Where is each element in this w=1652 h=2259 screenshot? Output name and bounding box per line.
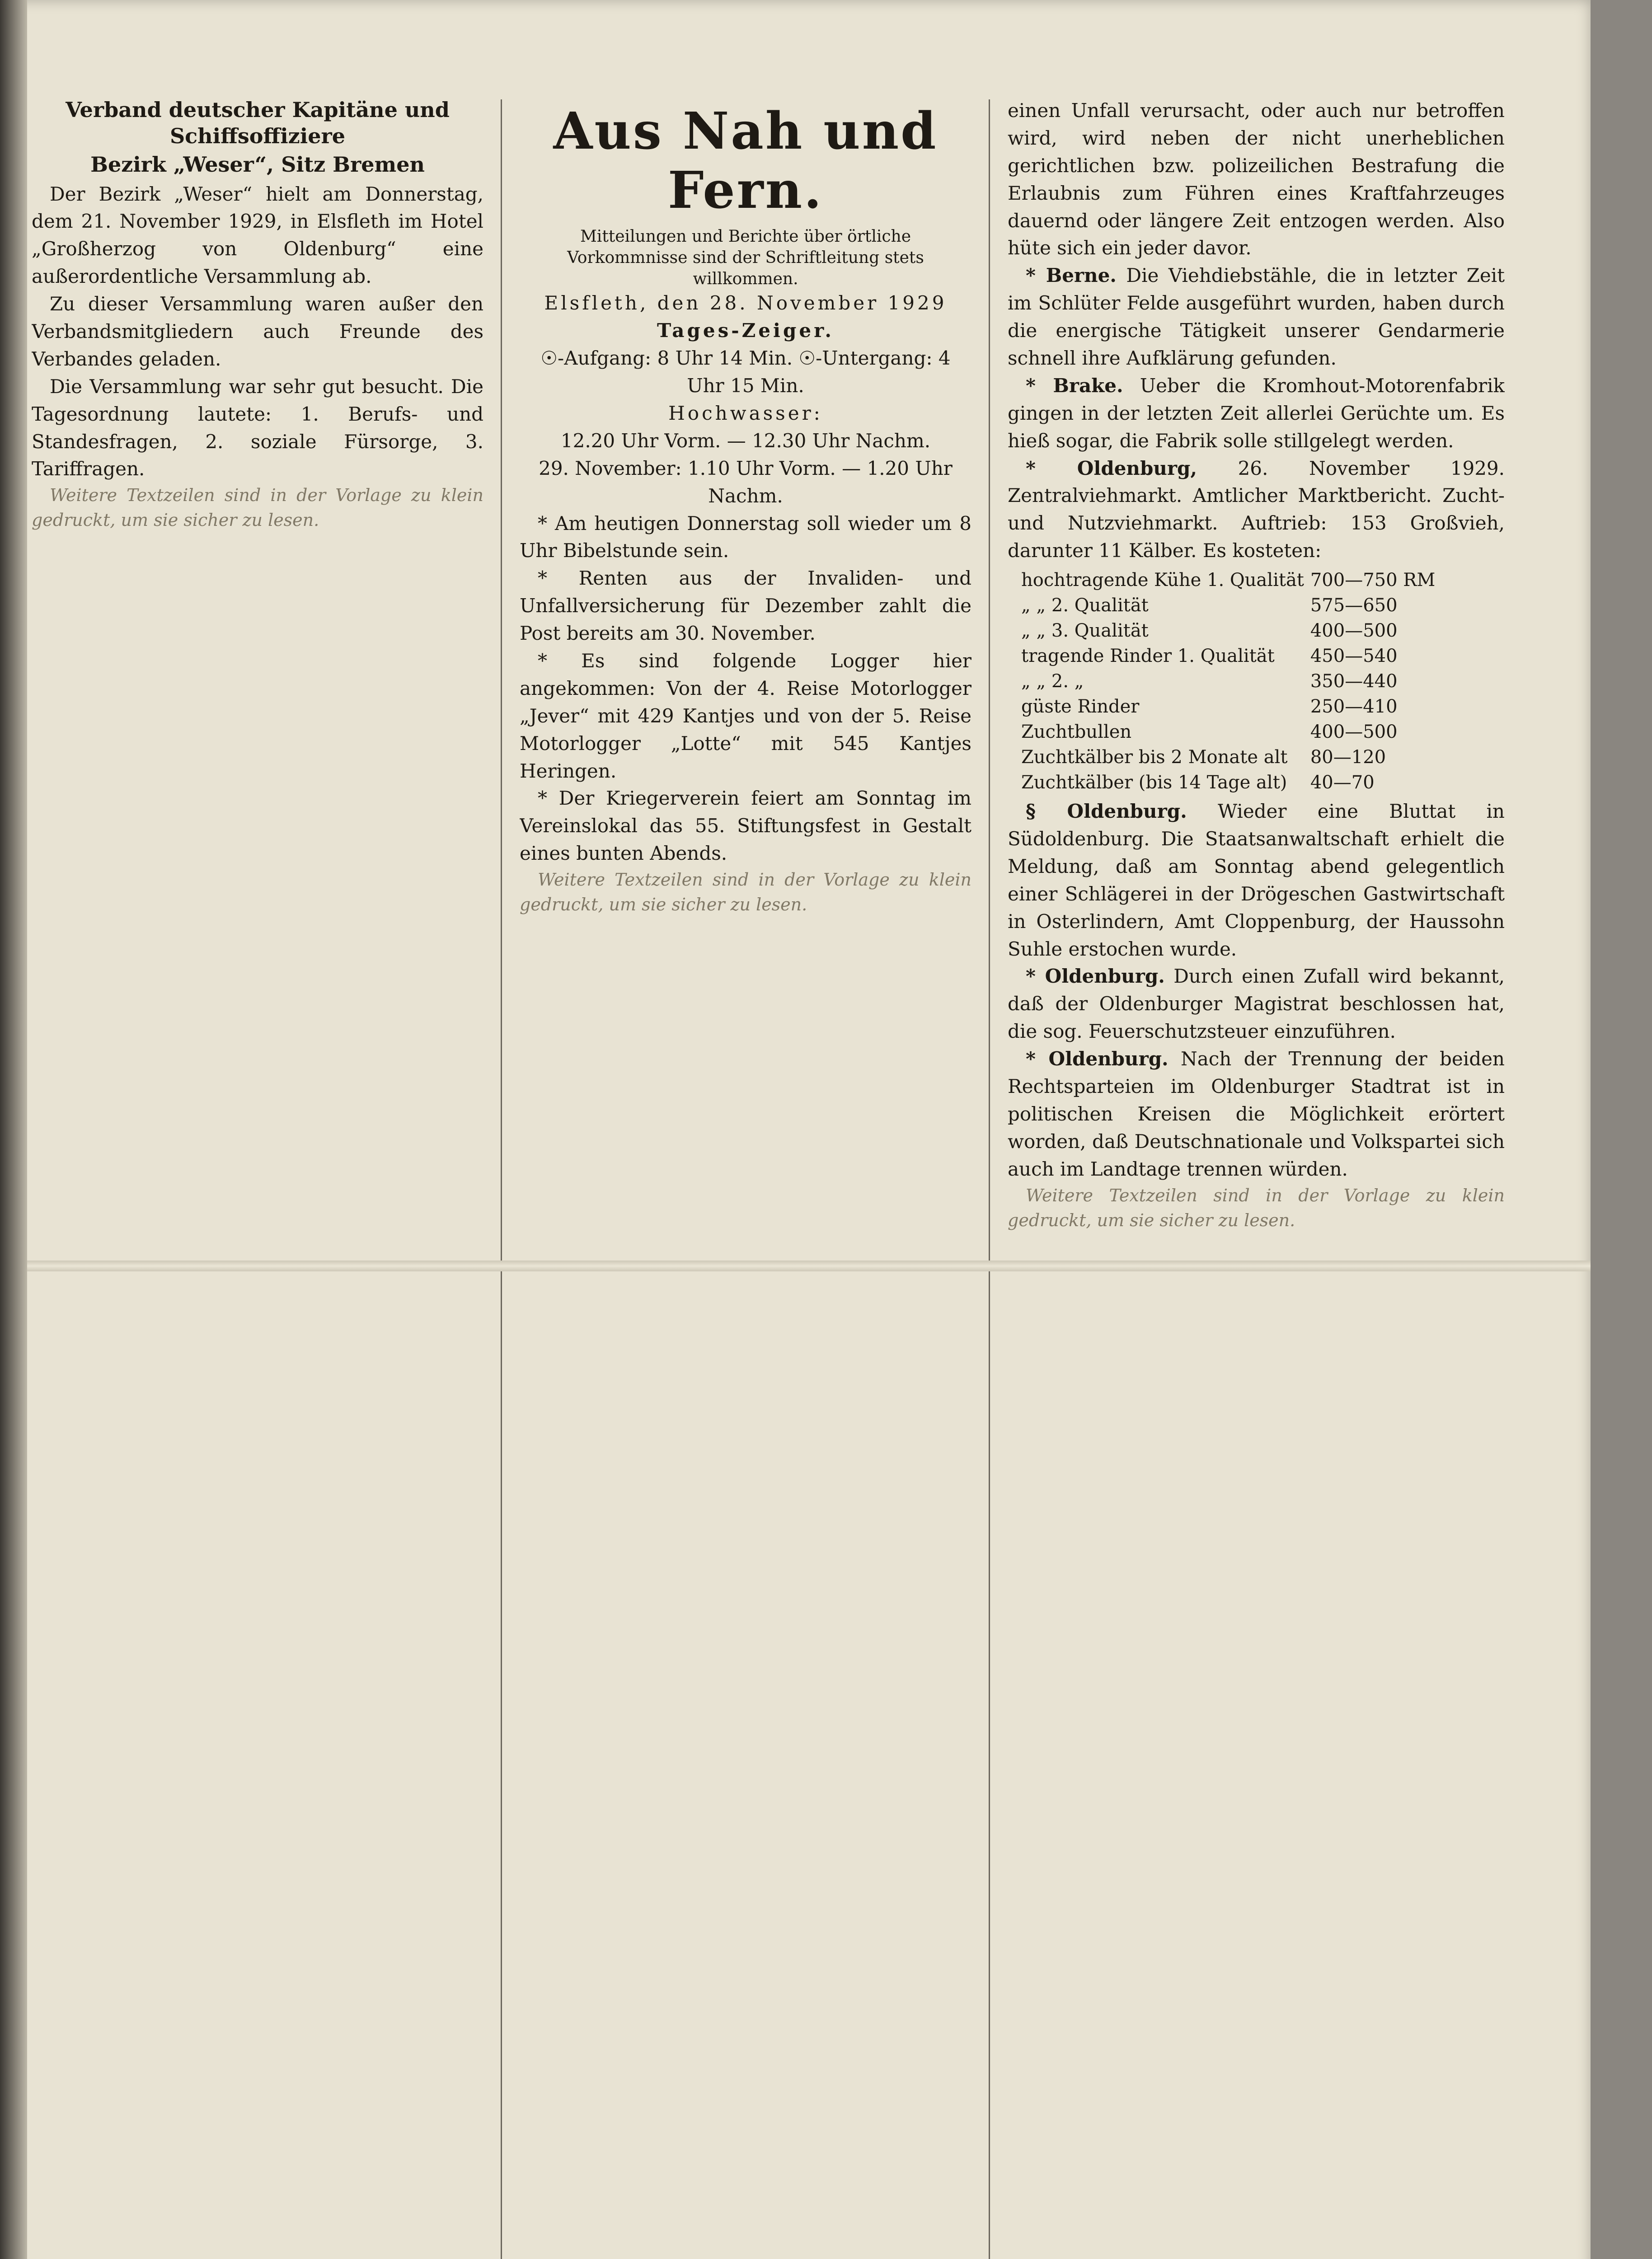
column-rule (501, 99, 502, 2259)
column-rule (989, 99, 990, 2259)
place-lead: * Berne. (1026, 264, 1117, 287)
price-table (1021, 567, 1441, 795)
tide-heading: Hochwasser: (668, 402, 823, 424)
price-label: hochtragende Kühe 1. Qualität (1021, 570, 1304, 591)
price-label: „ „ 2. Qualität (1021, 595, 1149, 616)
news-item-oldenburg (1008, 963, 1505, 1045)
article-subtitle: Bezirk „Weser“, Sitz Bremen (90, 152, 425, 177)
price-label: Zuchtkälber bis 2 Monate alt (1021, 747, 1288, 768)
place-lead: * Brake. (1026, 374, 1123, 397)
price-row (1021, 567, 1441, 593)
price-row (1021, 770, 1441, 795)
price-value: 40—70 (1310, 772, 1375, 793)
price-label: Zuchtkälber (bis 14 Tage alt) (1021, 772, 1287, 793)
dateline: Elsfleth, den 28. November 1929 (544, 292, 947, 314)
place-lead: § Oldenburg. (1026, 800, 1187, 823)
place-lead: * Oldenburg. (1026, 965, 1165, 988)
news-item-oldenburg (1008, 1045, 1505, 1183)
news-text: Nach der Trennung der beiden Rechtsparteien im Oldenburger Stadtrat ist in politischen Kreisen die Möglichkeit erörtert worden, daß Deutschnationale und Volkspartei sich auch im Landtage trennen würden. (1008, 1048, 1505, 1180)
price-label: „ „ 3. Qualität (1021, 620, 1149, 642)
column-1 (32, 97, 483, 2259)
price-row (1021, 694, 1441, 719)
price-row (1021, 643, 1441, 669)
tide-today: 12.20 Uhr Vorm. — 12.30 Uhr Nachm. (560, 429, 931, 452)
price-value: 400—500 (1310, 722, 1398, 743)
news-item-oldenburg (1008, 798, 1505, 963)
price-label: güste Rinder (1021, 696, 1140, 717)
news-text: Die Viehdiebstähle, die in letzter Zeit im Schlüter Felde ausgeführt wurden, haben durch die energische Tätigkeit unserer Gendarmerie schnell ihre Aufklärung gefunden. (1008, 264, 1505, 370)
price-row (1021, 719, 1441, 745)
price-label: „ „ 2. „ (1021, 671, 1084, 692)
illegible-note: Weitere Textzeilen sind in der Vorlage zu klein gedruckt, um sie sicher zu lesen. (1008, 1185, 1505, 1230)
price-value: 575—650 (1310, 595, 1398, 616)
price-value: 700—750 RM (1310, 570, 1436, 591)
news-item: * Am heutigen Donnerstag soll wieder um 8 Uhr Bibelstunde sein. (520, 512, 971, 562)
tages-zeiger-heading: Tages-Zeiger. (657, 319, 834, 342)
news-item: * Renten aus der Invaliden- und Unfallversicherung für Dezember zahlt die Post bereits am 30. November. (520, 567, 971, 645)
price-value: 450—540 (1310, 646, 1398, 667)
article-title: Verband deutscher Kapitäne und Schiffsoffiziere (66, 98, 450, 148)
price-value: 250—410 (1310, 696, 1398, 717)
page-edge (1591, 0, 1652, 2259)
illegible-note: Weitere Textzeilen sind in der Vorlage zu klein gedruckt, um sie sicher zu lesen. (520, 870, 971, 915)
column-3 (1008, 97, 1505, 2259)
price-label: Zuchtbullen (1021, 722, 1132, 743)
price-row (1021, 745, 1441, 770)
news-text: Durch einen Zufall wird bekannt, daß der Oldenburger Magistrat beschlossen hat, die sog. Feuerschutzsteuer einzuführen. (1008, 965, 1505, 1043)
news-item-berne (1008, 262, 1505, 372)
continued-paragraph: einen Unfall verursacht, oder auch nur betroffen wird, wird neben der nicht unerheblichen gerichtlichen bzw. polizeilichen Bestrafung die Erlaubnis zum Führen eines Kraftfahrzeuges dauernd oder längere Zeit entzogen werden. Also hüte sich ein jeder davor. (1008, 99, 1505, 259)
price-value: 80—120 (1310, 747, 1386, 768)
place-lead: * Oldenburg, (1026, 457, 1197, 479)
price-label: tragende Rinder 1. Qualität (1021, 646, 1275, 667)
price-row (1021, 669, 1441, 694)
section-masthead: Aus Nah und Fern. (553, 102, 938, 220)
price-value: 350—440 (1310, 671, 1398, 692)
book-binding (0, 0, 27, 2259)
market-report (1008, 455, 1505, 565)
article-paragraph: Der Bezirk „Weser“ hielt am Donnerstag, dem 21. November 1929, in Elsfleth im Hotel „Großherzog von Oldenburg“ eine außerordentliche Versammlung ab. (32, 183, 483, 288)
masthead-subtitle: Mitteilungen und Berichte über örtliche Vorkommnisse sind der Schriftleitung stets willkommen. (567, 227, 924, 288)
news-item: * Es sind folgende Logger hier angekommen: Von der 4. Reise Motorlogger „Jever“ mit 429 Kantjes und von der 5. Reise Motorlogger „Lotte“ mit 545 Kantjes Heringen. (520, 649, 971, 782)
price-row (1021, 593, 1441, 618)
sun-times: ☉-Aufgang: 8 Uhr 14 Min. ☉-Untergang: 4 Uhr 15 Min. (540, 347, 951, 397)
news-text: Wieder eine Bluttat in Südoldenburg. Die Staatsanwaltschaft erhielt die Meldung, daß am Sonntag abend gelegentlich einer Schlägerei in der Drögeschen Gastwirtschaft in Osterlindern, Amt Cloppenburg, der Haussohn Suhle erstochen wurde. (1008, 800, 1505, 960)
article-paragraph: Zu dieser Versammlung waren außer den Verbandsmitgliedern auch Freunde des Verbandes geladen. (32, 293, 483, 370)
news-item: * Der Kriegerverein feiert am Sonntag im Vereinslokal das 55. Stiftungsfest in Gestalt eines bunten Abends. (520, 787, 971, 865)
price-row (1021, 618, 1441, 643)
illegible-note: Weitere Textzeilen sind in der Vorlage zu klein gedruckt, um sie sicher zu lesen. (32, 485, 483, 530)
news-text: 26. November 1929. Zentralviehmarkt. Amtlicher Marktbericht. Zucht- und Nutzviehmarkt. Auftrieb: 153 Großvieh, darunter 11 Kälber. Es kosteten: (1008, 457, 1505, 562)
tide-tomorrow: 29. November: 1.10 Uhr Vorm. — 1.20 Uhr Nachm. (539, 457, 953, 507)
news-text: Ueber die Kromhout-Motorenfabrik gingen in der letzten Zeit allerlei Gerüchte um. Es hieß sogar, die Fabrik solle stillgelegt werden. (1008, 374, 1505, 452)
article-paragraph: Die Versammlung war sehr gut besucht. Die Tagesordnung lautete: 1. Berufs- und Standesfragen, 2. soziale Fürsorge, 3. Tariffragen. (32, 375, 483, 480)
price-value: 400—500 (1310, 620, 1398, 642)
column-2 (520, 97, 971, 2259)
paper-fold (27, 1261, 1591, 1271)
news-item-brake (1008, 372, 1505, 455)
place-lead: * Oldenburg. (1026, 1048, 1169, 1070)
